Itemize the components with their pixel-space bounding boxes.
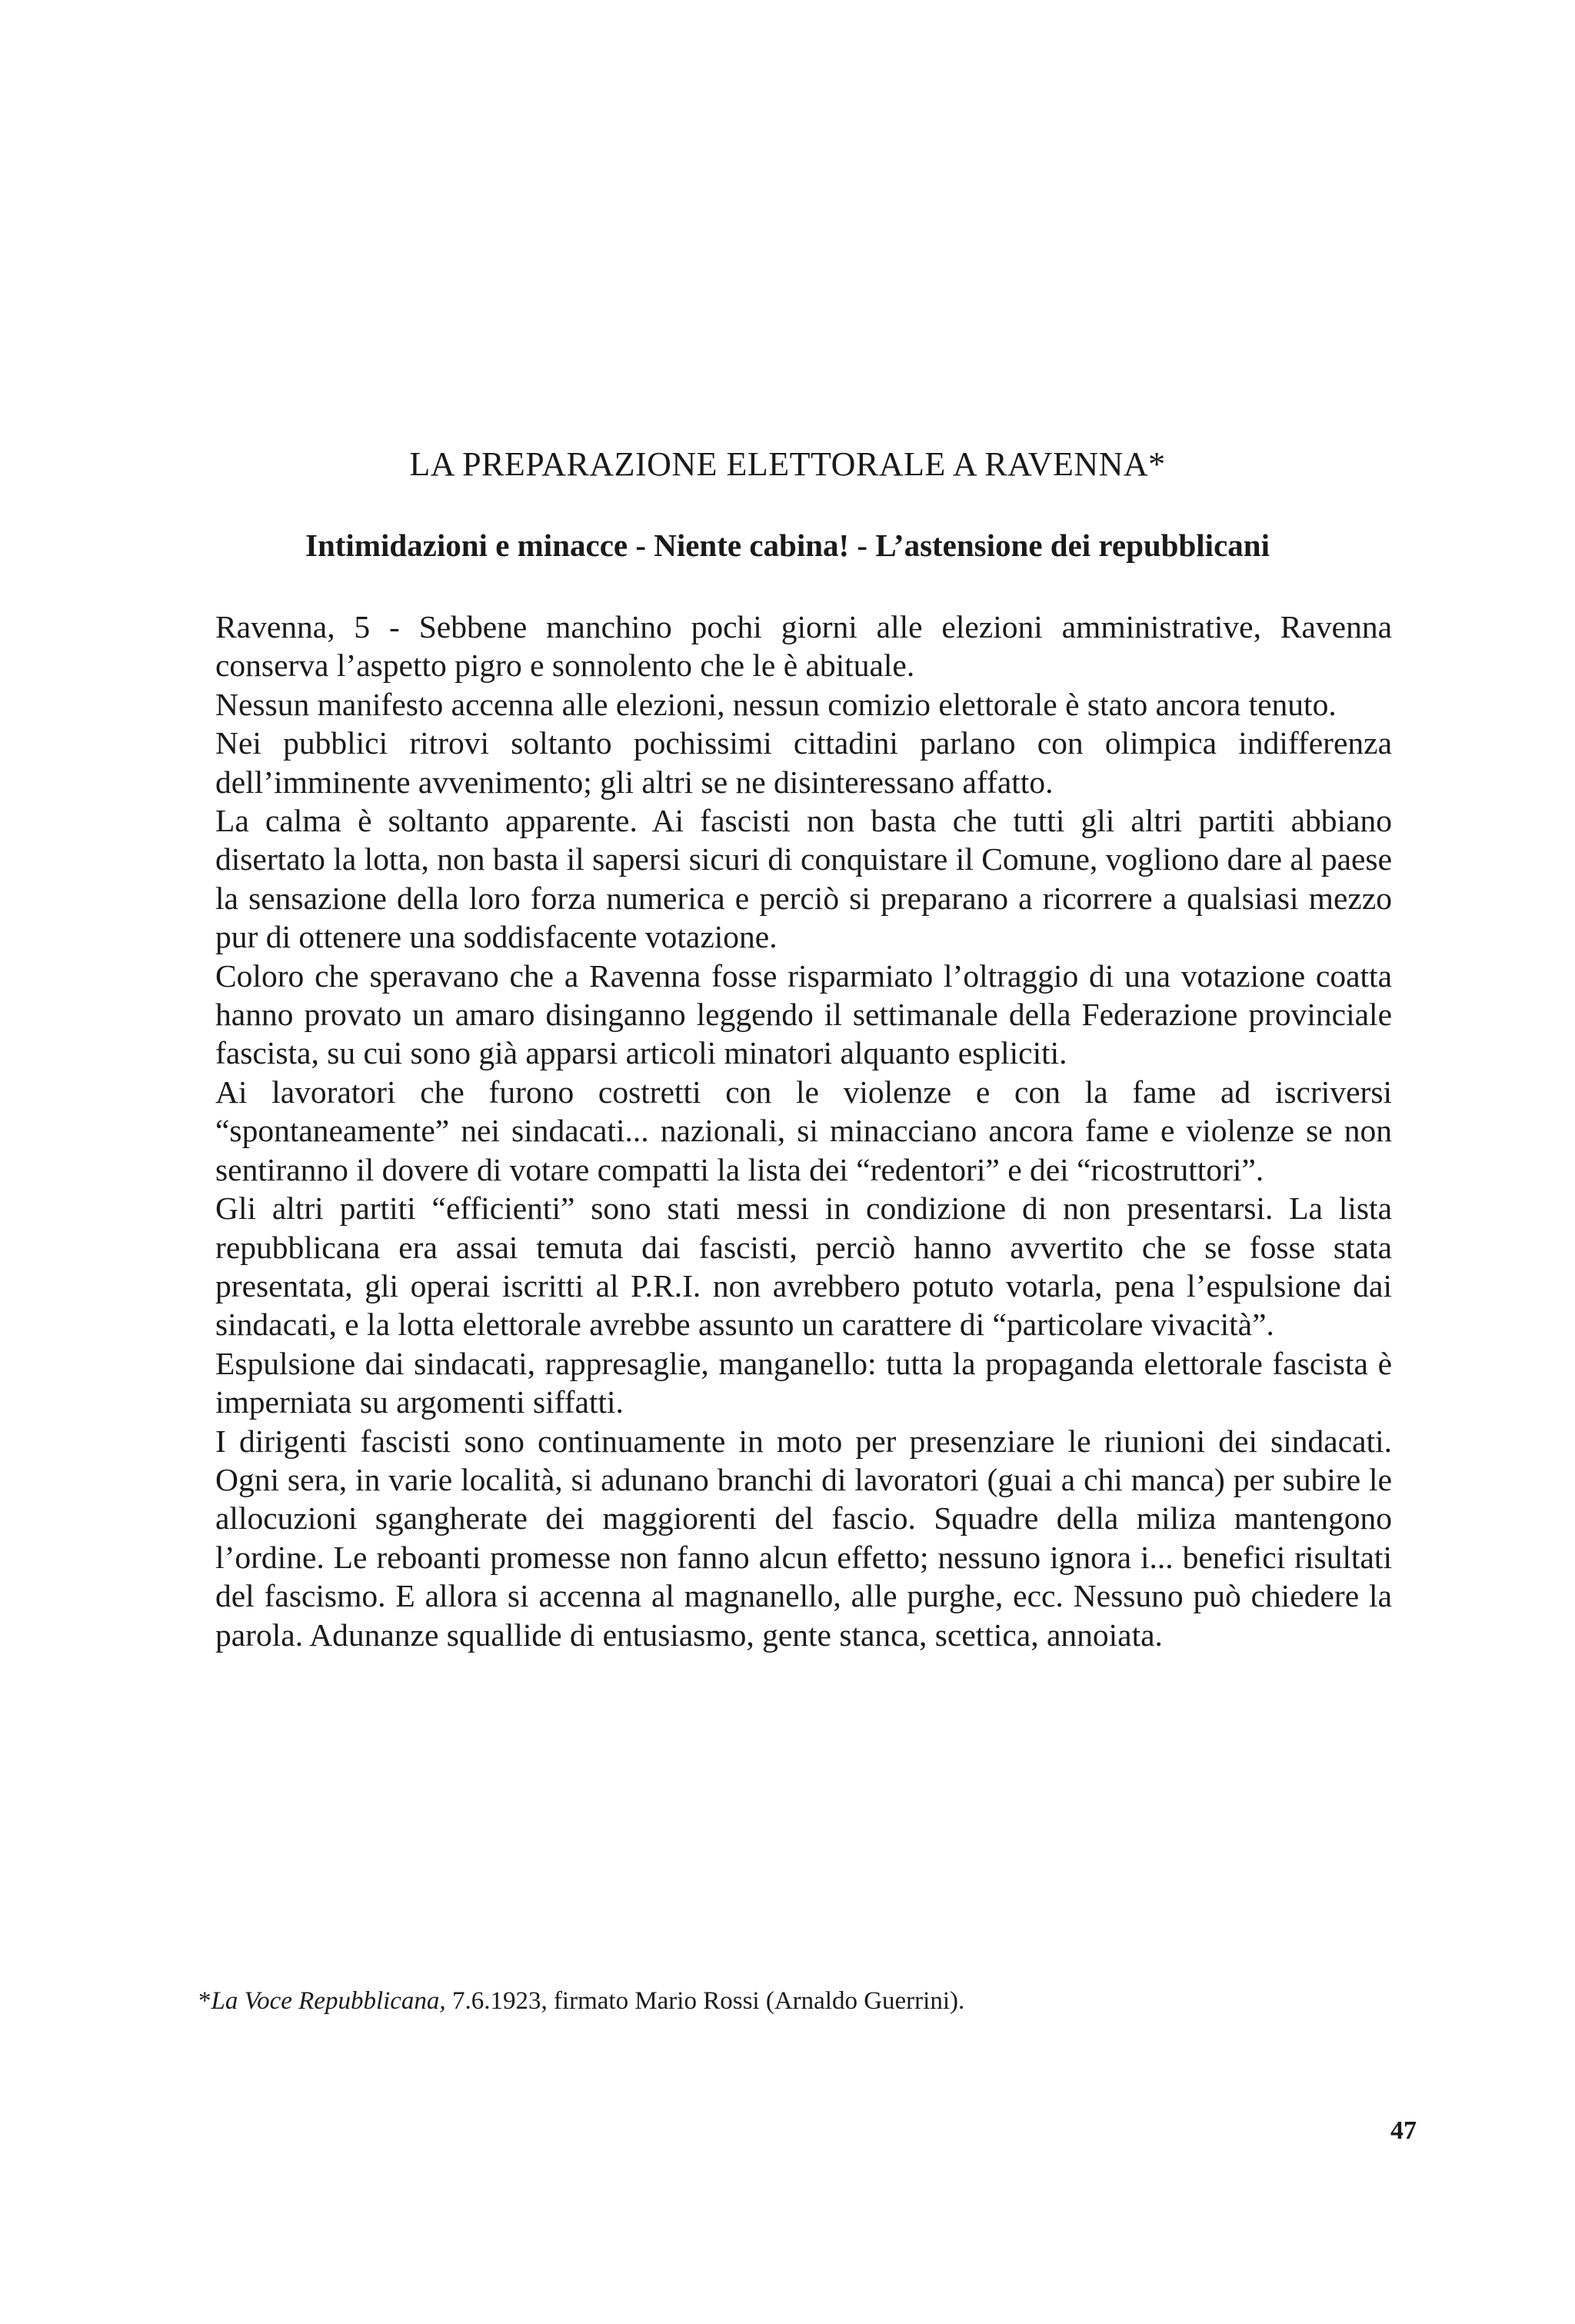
paragraph: Ravenna, 5 - Sebbene manchino pochi giorni alle elezioni amministrative, Ravenna conserva l’aspetto pigro e sonnolento che le è abituale. <box>215 609 1392 684</box>
footnote-details: 7.6.1923, firmato Mario Rossi (Arnaldo Guerrini). <box>445 1987 965 2015</box>
article-subtitle: Intimidazioni e minacce - Niente cabina! - L’astensione dei repubblicani <box>305 528 1270 563</box>
article-body <box>215 608 1392 1654</box>
paragraph: Ai lavoratori che furono costretti con le violenze e con la fame ad iscriversi “spontaneamente” nei sindacati... nazionali, si minacciano ancora fame e violenze se non sentiranno il dovere di votare compatti la lista dei “redentori” e dei “ricostruttori”. <box>215 1074 1392 1187</box>
paragraph: Coloro che speravano che a Ravenna fosse risparmiato l’oltraggio di una votazione coatta hanno provato un amaro disinganno leggendo il settimanale della Federazione provinciale fascista, su cui sono già apparsi articoli minatori alquanto espliciti. <box>215 957 1392 1071</box>
footnote-marker: * <box>198 1987 211 2015</box>
paragraph: Nei pubblici ritrovi soltanto pochissimi cittadini parlano con olimpica indifferenza dell’imminente avvenimento; gli altri se ne disinteressano affatto. <box>215 725 1392 800</box>
paragraph: La calma è soltanto apparente. Ai fascisti non basta che tutti gli altri partiti abbiano disertato la lotta, non basta il sapersi sicuri di conquistare il Comune, vogliono dare al paese la sensazione della loro forza numerica e perciò si preparano a ricorrere a qualsiasi mezzo pur di ottenere una soddisfacente votazione. <box>215 803 1392 955</box>
footnote-source: La Voce Repubblicana, <box>211 1987 446 2015</box>
page-number: 47 <box>1390 2116 1417 2145</box>
paragraph: Gli altri partiti “efficienti” sono stati messi in condizione di non presentarsi. La lista repubblicana era assai temuta dai fascisti, perciò hanno avvertito che se fosse stata presentata, gli operai iscritti al P.R.I. non avrebbero potuto votarla, pena l’espulsione dai sindacati, e la lotta elettorale avrebbe assunto un carattere di “particolare vivacità”. <box>215 1190 1392 1343</box>
paragraph: Espulsione dai sindacati, rappresaglie, manganello: tutta la propaganda elettorale fascista è imperniata su argomenti siffatti. <box>215 1345 1392 1420</box>
article-title: LA PREPARAZIONE ELETTORALE A RAVENNA* <box>409 445 1166 483</box>
paragraph: I dirigenti fascisti sono continuamente in moto per presenziare le riunioni dei sindacati. Ogni sera, in varie località, si adunano branchi di lavoratori (guai a chi manca) per subire le allocuzioni sgangherate dei maggiorenti del fascio. Squadre della miliza mantengono l’ordine. Le reboanti promesse non fanno alcun effetto; nessuno ignora i... benefici risultati del fascismo. E allora si accenna al magnanello, alle purghe, ecc. Nessuno può chiedere la parola. Adunanze squallide di entusiasmo, gente stanca, scettica, annoiata. <box>215 1423 1392 1653</box>
footnote <box>198 1987 1429 2016</box>
paragraph: Nessun manifesto accenna alle elezioni, nessun comizio elettorale è stato ancora tenuto. <box>215 686 1337 722</box>
